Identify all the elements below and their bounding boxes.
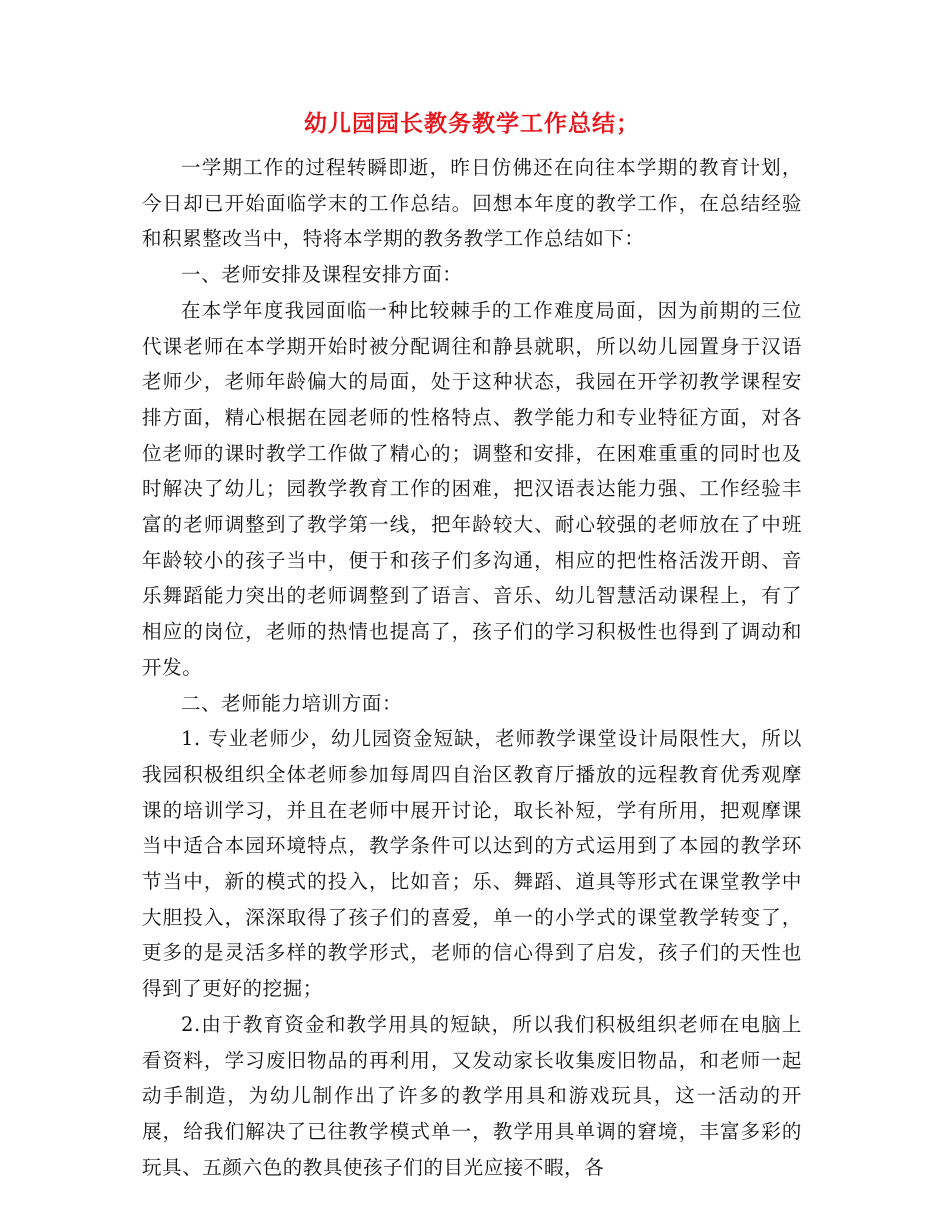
section-heading-teacher-training: 二、老师能力培训方面： [181,691,403,715]
training-item-2-paragraph: 2.由于教育资金和教学用具的短缺，所以我们积极组织老师在电脑上看资料，学习废旧物品的再利用，又发动家长收集废旧物品，和老师一起动手制造，为幼儿制作出了许多的教学用具和游戏玩具，这一活动的开展，给我们解决了已往教学模式单一，教学用具单调的窘境，丰富多彩的玩具、五颜六色的教具使孩子们的目光应接不暇，各 [142,1012,802,1179]
teacher-arrangement-paragraph: 在本学年度我园面临一种比较棘手的工作难度局面，因为前期的三位代课老师在本学期开始时被分配调往和静县就职，所以幼儿园置身于汉语老师少，老师年龄偏大的局面，处于这种状态，我园在开学初教学课程安排方面，精心根据在园老师的性格特点、教学能力和专业特征方面，对各位老师的课时教学工作做了精心的；调整和安排，在困难重重的同时也及时解决了幼儿；园教学教育工作的困难，把汉语表达能力强、工作经验丰富的老师调整到了教学第一线，把年龄较大、耐心较强的老师放在了中班年龄较小的孩子当中，便于和孩子们多沟通，相应的把性格活泼开朗、音乐舞蹈能力突出的老师调整到了语言、音乐、幼儿智慧活动课程上，有了相应的岗位，老师的热情也提高了，孩子们的学习积极性也得到了调动和开发。 [142,298,802,679]
section-heading-teacher-arrangement: 一、老师安排及课程安排方面： [181,263,463,287]
document-body [142,106,802,1185]
intro-paragraph: 一学期工作的过程转瞬即逝，昨日仿佛还在向往本学期的教育计划，今日却已开始面临学末的工作总结。回想本年度的教学工作，在总结经验和积累整改当中，特将本学期的教务教学工作总结如下： [142,156,802,251]
training-item-1-paragraph: 1. 专业老师少，幼儿园资金短缺，老师教学课堂设计局限性大，所以我园积极组织全体老师参加每周四自治区教育厅播放的远程教育优秀观摩课的培训学习，并且在老师中展开讨论，取长补短，学有所用，把观摩课当中适合本园环境特点，教学条件可以达到的方式运用到了本园的教学环节当中，新的模式的投入，比如音；乐、舞蹈、道具等形式在课堂教学中大胆投入，深深取得了孩子们的喜爱，单一的小学式的课堂教学转变了，更多的是灵活多样的教学形式，老师的信心得到了启发，孩子们的天性也得到了更好的挖掘； [142,727,802,1001]
document-title: 幼儿园园长教务教学工作总结； [304,110,640,137]
